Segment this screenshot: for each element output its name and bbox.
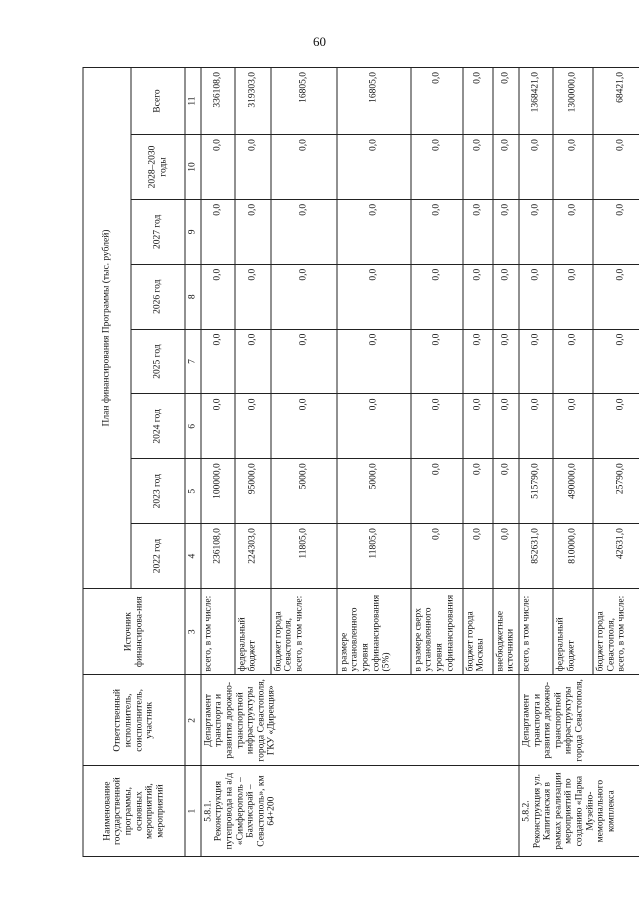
funding-value: 0,0	[463, 199, 493, 264]
rotated-table-wrapper	[83, 67, 627, 857]
funding-value: 0,0	[337, 329, 411, 394]
column-index: 11	[185, 68, 201, 135]
funding-value: 0,0	[493, 524, 519, 589]
table-row	[201, 68, 235, 857]
funding-value: 42631,0	[593, 524, 639, 589]
funding-value: 0,0	[493, 459, 519, 524]
funding-value: 0,0	[337, 135, 411, 200]
funding-value: 1368421,0	[519, 68, 553, 135]
funding-value: 0,0	[411, 524, 463, 589]
funding-source: всего, в том числе:	[519, 588, 553, 674]
funding-value: 0,0	[553, 394, 593, 459]
header-name: Наименование государственной программы, основных мероприятий, мероприятий	[83, 766, 185, 857]
funding-value: 0,0	[411, 459, 463, 524]
funding-value: 0,0	[463, 135, 493, 200]
funding-value: 0,0	[463, 329, 493, 394]
funding-value: 0,0	[201, 394, 235, 459]
column-index: 6	[185, 394, 201, 459]
funding-value: 0,0	[463, 264, 493, 329]
header-year: 2027 год	[131, 199, 185, 264]
header-year: 2024 год	[131, 394, 185, 459]
funding-value: 236108,0	[201, 524, 235, 589]
funding-value: 16805,0	[271, 68, 337, 135]
funding-value: 0,0	[201, 199, 235, 264]
funding-value: 0,0	[235, 394, 271, 459]
funding-value: 11805,0	[271, 524, 337, 589]
funding-value: 0,0	[519, 394, 553, 459]
column-index: 4	[185, 524, 201, 589]
funding-value: 810000,0	[553, 524, 593, 589]
funding-value: 0,0	[271, 135, 337, 200]
financing-plan-table	[83, 67, 639, 857]
column-index: 2	[185, 675, 201, 766]
funding-value: 0,0	[271, 394, 337, 459]
funding-source: федеральный бюджет	[235, 588, 271, 674]
funding-value: 0,0	[519, 329, 553, 394]
funding-value: 0,0	[201, 135, 235, 200]
funding-value: 0,0	[493, 264, 519, 329]
funding-value: 0,0	[235, 135, 271, 200]
funding-value: 852631,0	[519, 524, 553, 589]
funding-value: 0,0	[593, 264, 639, 329]
funding-value: 16805,0	[337, 68, 411, 135]
program-item-name: 5.8.2. Реконструкция ул. Капитанская в рамках реализации мероприятий по созданию «Парка Музейно-мемориального комплекса	[519, 766, 639, 857]
funding-value: 0,0	[463, 68, 493, 135]
header-responsible: Ответственный исполнитель, соисполнитель, участник	[83, 675, 185, 766]
funding-value: 25790,0	[593, 459, 639, 524]
table-row	[519, 68, 553, 857]
funding-value: 0,0	[271, 264, 337, 329]
funding-value: 0,0	[201, 264, 235, 329]
funding-value: 0,0	[271, 199, 337, 264]
funding-value: 0,0	[593, 329, 639, 394]
column-index: 10	[185, 135, 201, 200]
funding-source: всего, в том числе:	[201, 588, 235, 674]
header-year: 2023 год	[131, 459, 185, 524]
funding-source: бюджет города Севастополя, всего, в том числе:	[593, 588, 639, 674]
funding-value: 0,0	[411, 329, 463, 394]
funding-value: 0,0	[493, 68, 519, 135]
header-year: 2028–2030 годы	[131, 135, 185, 200]
funding-value: 0,0	[337, 264, 411, 329]
column-index: 3	[185, 588, 201, 674]
funding-value: 0,0	[271, 329, 337, 394]
header-plan: План финансирования Программы (тыс. рублей)	[83, 68, 131, 589]
column-index: 8	[185, 264, 201, 329]
funding-value: 0,0	[553, 264, 593, 329]
responsible-executor: Департамент транспорта и развития дорожно-транспортной инфраструктуры города Севастополя, ГКУ «Дирекция»	[201, 675, 519, 766]
funding-value: 0,0	[493, 135, 519, 200]
funding-value: 0,0	[235, 199, 271, 264]
funding-value: 0,0	[593, 199, 639, 264]
funding-value: 0,0	[235, 264, 271, 329]
funding-value: 100000,0	[201, 459, 235, 524]
funding-value: 0,0	[519, 199, 553, 264]
funding-value: 0,0	[519, 264, 553, 329]
funding-value: 224303,0	[235, 524, 271, 589]
column-index: 1	[185, 766, 201, 857]
funding-value: 0,0	[463, 524, 493, 589]
funding-source: бюджет города Москвы	[463, 588, 493, 674]
funding-source: в размере установленного уровня софинансирования (5%)	[337, 588, 411, 674]
column-index: 5	[185, 459, 201, 524]
page-number: 60	[313, 34, 326, 49]
funding-source: бюджет города Севастополя, всего, в том числе:	[271, 588, 337, 674]
funding-value: 0,0	[235, 329, 271, 394]
funding-value: 0,0	[337, 394, 411, 459]
funding-value: 5000,0	[337, 459, 411, 524]
funding-value: 0,0	[411, 135, 463, 200]
funding-value: 0,0	[463, 459, 493, 524]
funding-value: 0,0	[411, 199, 463, 264]
funding-source: в размере сверх установленного уровня софинансирования	[411, 588, 463, 674]
header-year: 2026 год	[131, 264, 185, 329]
funding-value: 0,0	[493, 199, 519, 264]
column-index: 7	[185, 329, 201, 394]
funding-value: 0,0	[493, 329, 519, 394]
funding-value: 5000,0	[271, 459, 337, 524]
funding-value: 11805,0	[337, 524, 411, 589]
funding-value: 0,0	[553, 135, 593, 200]
funding-value: 0,0	[411, 394, 463, 459]
funding-value: 1300000,0	[553, 68, 593, 135]
funding-value: 68421,0	[593, 68, 639, 135]
funding-value: 0,0	[519, 135, 553, 200]
funding-value: 319303,0	[235, 68, 271, 135]
funding-value: 490000,0	[553, 459, 593, 524]
funding-source: федеральный бюджет	[553, 588, 593, 674]
funding-value: 0,0	[553, 329, 593, 394]
responsible-executor: Департамент транспорта и развития дорожно-транспортной инфраструктуры города Севастополя,	[519, 675, 639, 766]
funding-value: 0,0	[201, 329, 235, 394]
funding-value: 95000,0	[235, 459, 271, 524]
header-source: Источник финансирова-ния	[83, 588, 185, 674]
funding-value: 515790,0	[519, 459, 553, 524]
funding-value: 0,0	[593, 135, 639, 200]
header-year: Всего	[131, 68, 185, 135]
column-index: 9	[185, 199, 201, 264]
funding-value: 336108,0	[201, 68, 235, 135]
program-item-name: 5.8.1. Реконструкция путепровода на а/д «Симферополь – Бахчисарай – Севастополь», км 64+200	[201, 766, 519, 857]
header-year: 2022 год	[131, 524, 185, 589]
funding-value: 0,0	[463, 394, 493, 459]
funding-value: 0,0	[411, 68, 463, 135]
funding-value: 0,0	[593, 394, 639, 459]
header-year: 2025 год	[131, 329, 185, 394]
funding-source: внебюджетные источники	[493, 588, 519, 674]
funding-value: 0,0	[411, 264, 463, 329]
funding-value: 0,0	[493, 394, 519, 459]
funding-value: 0,0	[337, 199, 411, 264]
funding-value: 0,0	[553, 199, 593, 264]
